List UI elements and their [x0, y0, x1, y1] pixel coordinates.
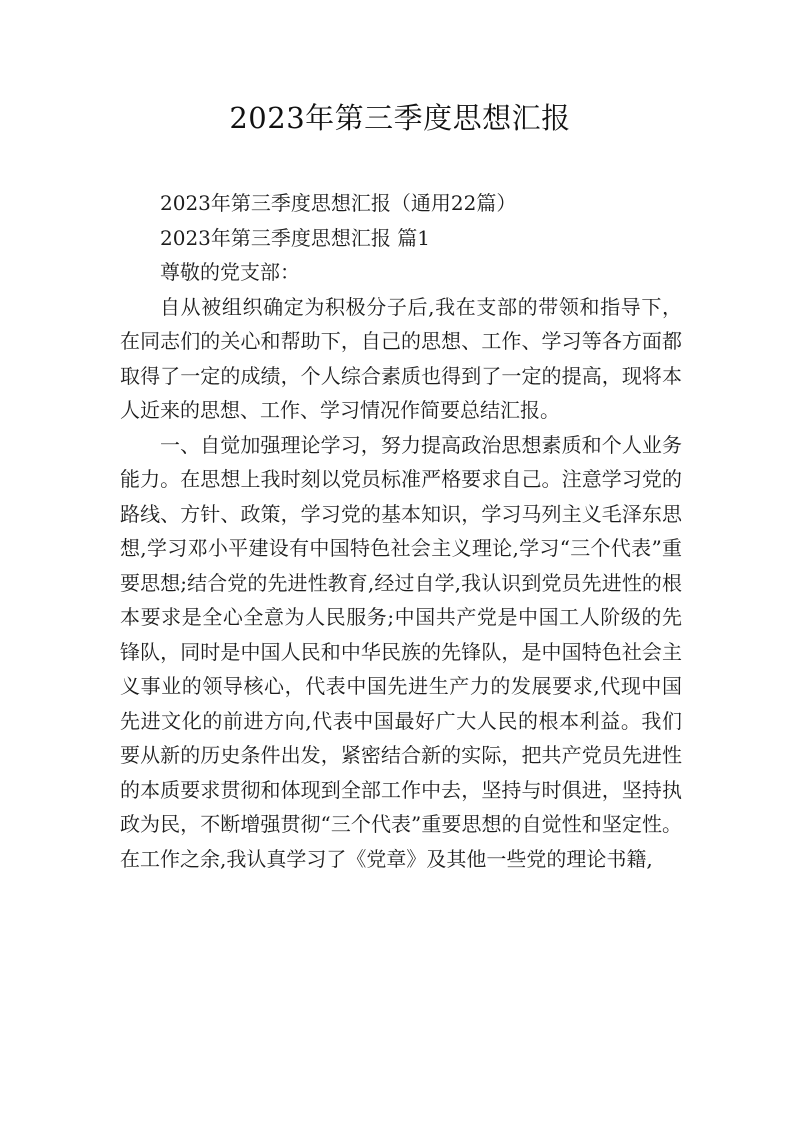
document-title: 2023年第三季度思想汇报	[229, 101, 571, 135]
salutation: 尊敬的党支部：	[160, 260, 300, 284]
subtitle-paragraph: 2023年第三季度思想汇报（通用22篇）	[160, 191, 517, 215]
section-heading: 2023年第三季度思想汇报 篇1	[160, 225, 430, 250]
body-paragraph: 自从被组织确定为积极分子后,我在支部的带领和指导下，在同志们的关心和帮助下，自己的思想、工作、学习等各方面都取得了一定的成绩，个人综合素质也得到了一定的提高，现将本人近来的思想、工作、学习情况作简要总结汇报。	[120, 294, 682, 422]
body-paragraph: 一、自觉加强理论学习，努力提高政治思想素质和个人业务能力。在思想上我时刻以党员标准严格要求自己。注意学习党的路线、方针、政策，学习党的基本知识，学习马列主义毛泽东思想,学习邓小平建设有中国特色社会主义理论,学习“三个代表”重要思想;结合党的先进性教育,经过自学,我认识到党员先进性的根本要求是全心全意为人民服务;中国共产党是中国工人阶级的先锋队，同时是中国人民和中华民族的先锋队，是中国特色社会主义事业的领导核心，代表中国先进生产力的发展要求,代现中国先进文化的前进方向,代表中国最好广大人民的根本利益。我们要从新的历史条件出发，紧密结合新的实际，把共产党员先进性的本质要求贯彻和体现到全部工作中去，坚持与时俱进，坚持执政为民，不断增强贯彻“三个代表”重要思想的自觉性和坚定性。在工作之余,我认真学习了《党章》及其他一些党的理论书籍,	[120, 432, 682, 871]
document-body	[120, 186, 682, 876]
